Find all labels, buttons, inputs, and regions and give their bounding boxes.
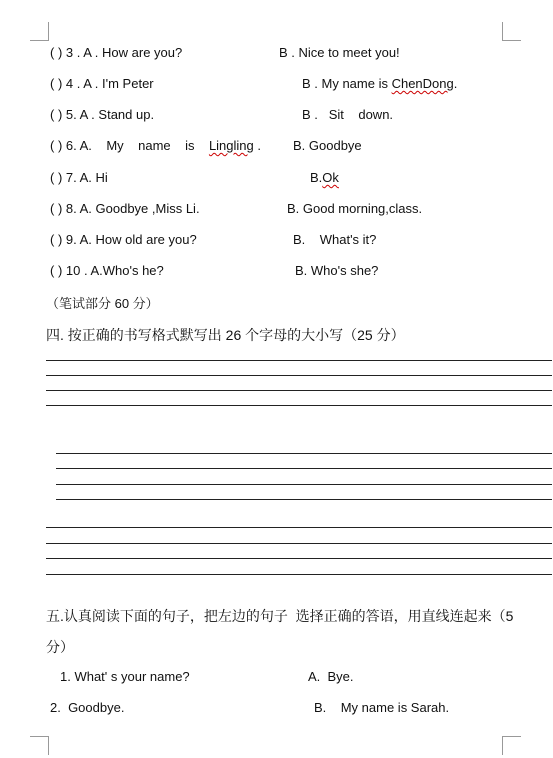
question-4-option-b: B . My name is ChenDong. <box>302 76 458 91</box>
question-8-option-b: B. Good morning,class. <box>287 201 423 216</box>
page-corner-mark-bottom-right <box>502 736 521 755</box>
match-right-item-b: B. My name is Sarah. <box>314 700 450 715</box>
writing-line <box>46 543 552 544</box>
question-8-option-a: ( ) 8. A. Goodbye ,Miss Li. <box>50 201 200 216</box>
section-5-title-line-2: 分） <box>46 639 74 655</box>
question-6-option-a: ( ) 6. A. My name is Lingling . <box>50 138 261 153</box>
writing-line <box>46 558 552 559</box>
writing-line <box>46 527 552 528</box>
written-part-label: （笔试部分 60 分） <box>46 296 159 311</box>
writing-line <box>46 360 552 361</box>
match-left-item-2: 2. Goodbye. <box>50 700 125 715</box>
section-5-title-line-1: 五.认真阅读下面的句子，把左边的句子 选择正确的答语，用直线连起来（5 <box>46 608 514 624</box>
section-4-title: 四. 按正确的书写格式默写出 26 个字母的大小写（25 分） <box>46 327 405 343</box>
question-7-option-b: B.Ok <box>310 170 339 185</box>
writing-line <box>46 574 552 575</box>
match-right-item-a: A. Bye. <box>308 669 354 684</box>
question-10-option-a: ( ) 10 . A.Who's he? <box>50 263 164 278</box>
page-corner-mark-top-left <box>30 22 49 41</box>
writing-line <box>46 405 552 406</box>
question-9-option-b: B. What's it? <box>293 232 377 247</box>
page-corner-mark-top-right <box>502 22 521 41</box>
question-3-option-a: ( ) 3 . A . How are you? <box>50 45 183 60</box>
question-5-option-a: ( ) 5. A . Stand up. <box>50 107 155 122</box>
question-10-option-b: B. Who's she? <box>295 263 379 278</box>
match-left-item-1: 1. What' s your name? <box>60 669 190 684</box>
page-corner-mark-bottom-left <box>30 736 49 755</box>
question-4-option-a: ( ) 4 . A . I'm Peter <box>50 76 154 91</box>
writing-line <box>46 390 552 391</box>
writing-line <box>56 484 552 485</box>
question-7-option-a: ( ) 7. A. Hi <box>50 170 108 185</box>
question-5-option-b: B . Sit down. <box>302 107 394 122</box>
writing-line <box>56 453 552 454</box>
question-6-option-b: B. Goodbye <box>293 138 362 153</box>
writing-line <box>56 468 552 469</box>
writing-line <box>56 499 552 500</box>
question-9-option-a: ( ) 9. A. How old are you? <box>50 232 197 247</box>
writing-line <box>46 375 552 376</box>
question-3-option-b: B . Nice to meet you! <box>279 45 400 60</box>
